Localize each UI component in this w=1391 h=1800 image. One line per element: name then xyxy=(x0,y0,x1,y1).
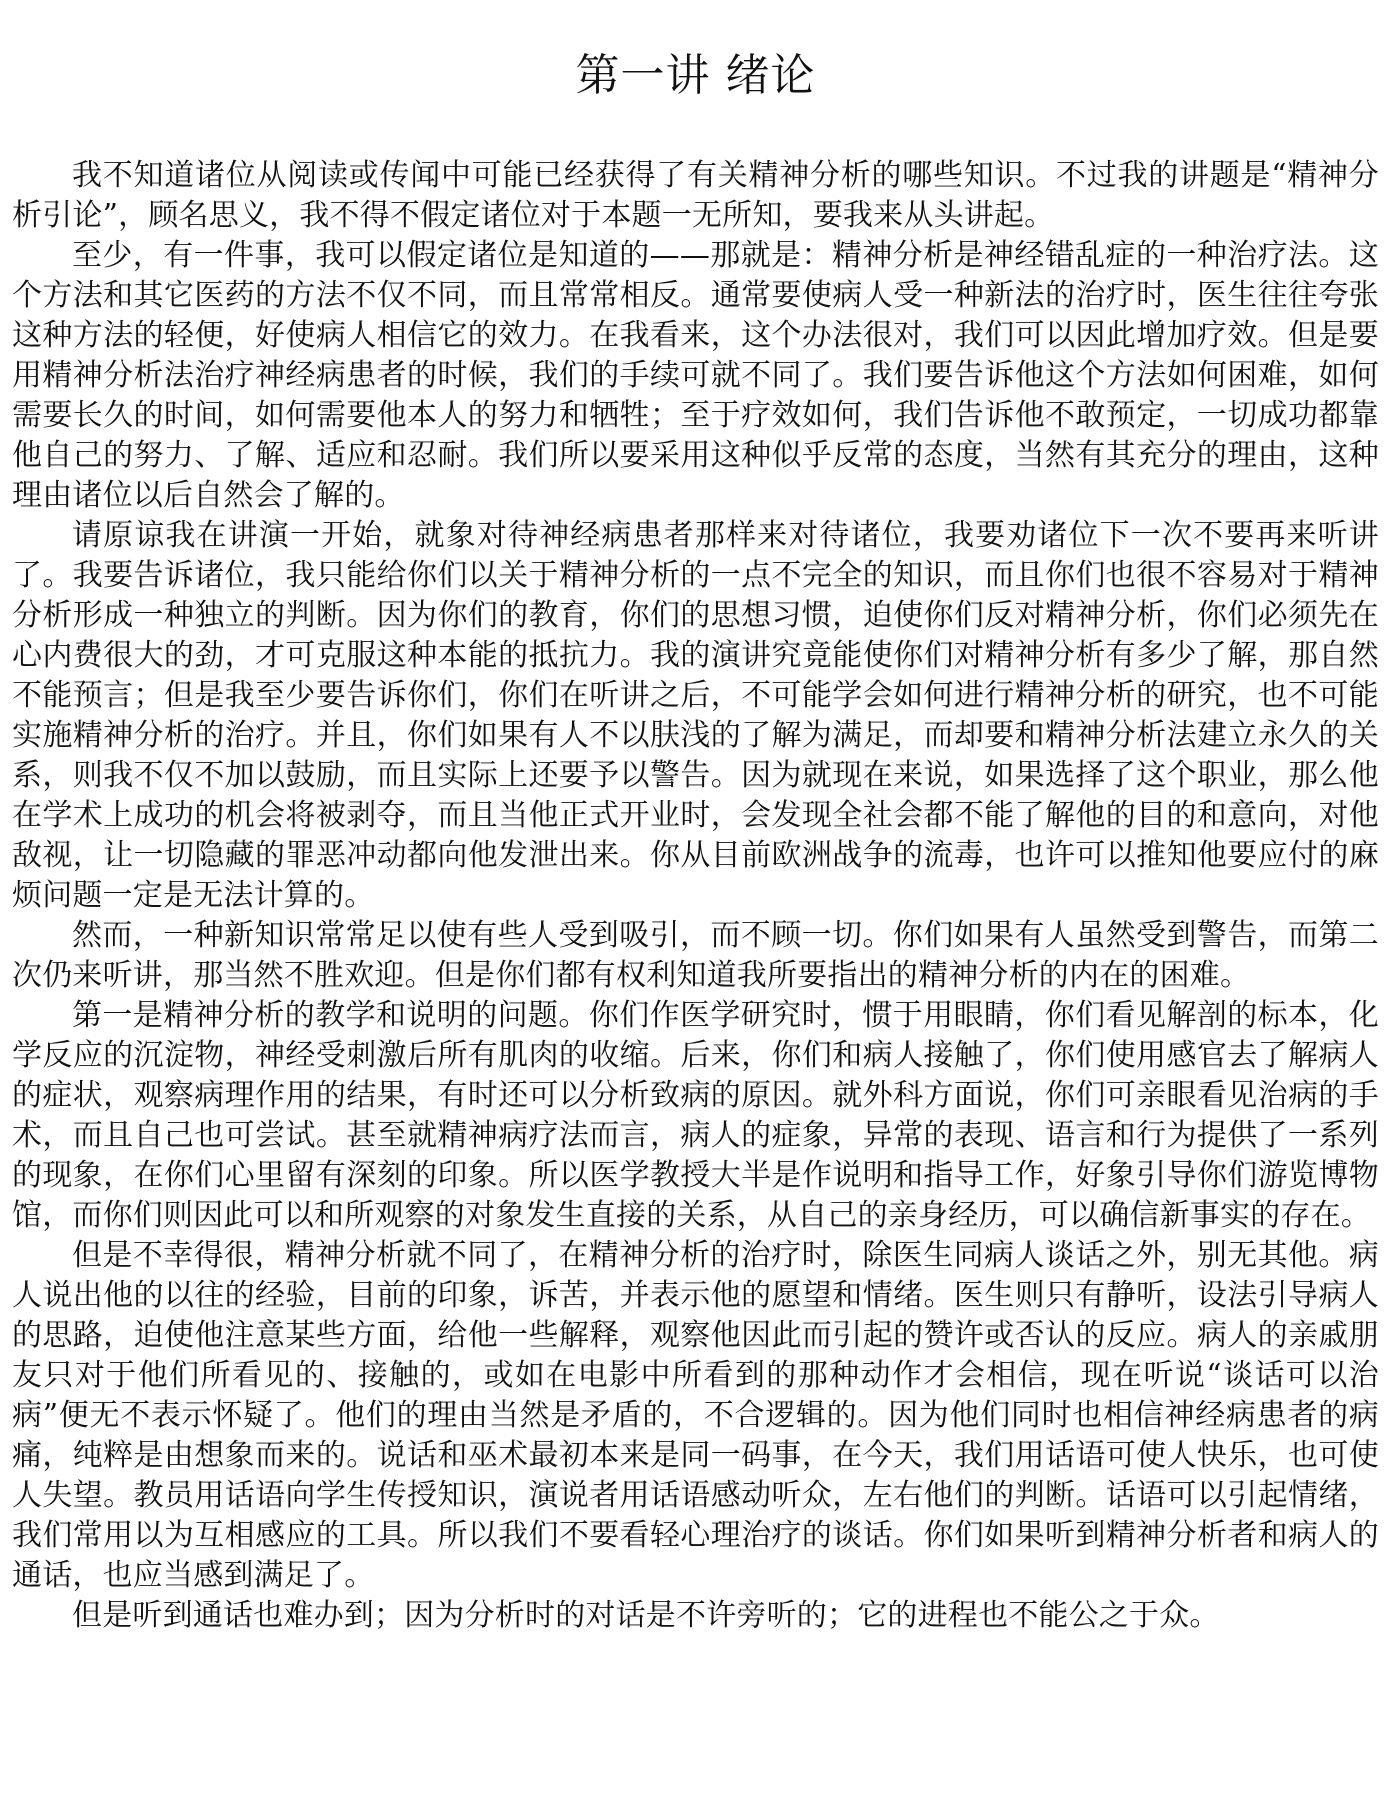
body-text xyxy=(12,156,1379,1636)
paragraph: 第一是精神分析的教学和说明的问题。你们作医学研究时，惯于用眼睛，你们看见解剖的标本，化学反应的沉淀物，神经受刺激后所有肌肉的收缩。后来，你们和病人接触了，你们使用感官去了解病人的症状，观察病理作用的结果，有时还可以分析致病的原因。就外科方面说，你们可亲眼看见治病的手术，而且自己也可尝试。甚至就精神病疗法而言，病人的症象，异常的表现、语言和行为提供了一系列的现象，在你们心里留有深刻的印象。所以医学教授大半是作说明和指导工作，好象引导你们游览博物馆，而你们则因此可以和所观察的对象发生直接的关系，从自己的亲身经历，可以确信新事实的存在。 xyxy=(12,998,1379,1233)
document-page xyxy=(12,0,1379,1800)
paragraph: 然而，一种新知识常常足以使有些人受到吸引，而不顾一切。你们如果有人虽然受到警告，而第二次仍来听讲，那当然不胜欢迎。但是你们都有权利知道我所要指出的精神分析的内在的困难。 xyxy=(12,918,1379,993)
paragraph: 但是不幸得很，精神分析就不同了，在精神分析的治疗时，除医生同病人谈话之外，别无其他。病人说出他的以往的经验，目前的印象，诉苦，并表示他的愿望和情绪。医生则只有静听，设法引导病人的思路，迫使他注意某些方面，给他一些解释，观察他因此而引起的赞许或否认的反应。病人的亲戚朋友只对于他们所看见的、接触的，或如在电影中所看到的那种动作才会相信，现在听说“谈话可以治病”便无不表示怀疑了。他们的理由当然是矛盾的，不合逻辑的。因为他们同时也相信神经病患者的病痛，纯粹是由想象而来的。说话和巫术最初本来是同一码事，在今天，我们用话语可使人快乐，也可使人失望。教员用话语向学生传授知识，演说者用话语感动听众，左右他们的判断。话语可以引起情绪，我们常用以为互相感应的工具。所以我们不要看轻心理治疗的谈话。你们如果听到精神分析者和病人的通话，也应当感到满足了。 xyxy=(12,1238,1379,1593)
paragraph: 至少，有一件事，我可以假定诸位是知道的——那就是：精神分析是神经错乱症的一种治疗法。这个方法和其它医药的方法不仅不同，而且常常相反。通常要使病人受一种新法的治疗时，医生往往夸张这种方法的轻便，好使病人相信它的效力。在我看来，这个办法很对，我们可以因此增加疗效。但是要用精神分析法治疗神经病患者的时候，我们的手续可就不同了。我们要告诉他这个方法如何困难，如何需要长久的时间，如何需要他本人的努力和牺牲；至于疗效如何，我们告诉他不敢预定，一切成功都靠他自己的努力、了解、适应和忍耐。我们所以要采用这种似乎反常的态度，当然有其充分的理由，这种理由诸位以后自然会了解的。 xyxy=(12,238,1379,513)
chapter-title: 第一讲 绪论 xyxy=(575,50,816,101)
paragraph: 请原谅我在讲演一开始，就象对待神经病患者那样来对待诸位，我要劝诸位下一次不要再来听讲了。我要告诉诸位，我只能给你们以关于精神分析的一点不完全的知识，而且你们也很不容易对于精神分析形成一种独立的判断。因为你们的教育，你们的思想习惯，迫使你们反对精神分析，你们必须先在心内费很大的劲，才可克服这种本能的抵抗力。我的演讲究竟能使你们对精神分析有多少了解，那自然不能预言；但是我至少要告诉你们，你们在听讲之后，不可能学会如何进行精神分析的研究，也不可能实施精神分析的治疗。并且，你们如果有人不以肤浅的了解为满足，而却要和精神分析法建立永久的关系，则我不仅不加以鼓励，而且实际上还要予以警告。因为就现在来说，如果选择了这个职业，那么他在学术上成功的机会将被剥夺，而且当他正式开业时，会发现全社会都不能了解他的目的和意向，对他敌视，让一切隐藏的罪恶冲动都向他发泄出来。你从目前欧洲战争的流毒，也许可以推知他要应付的麻烦问题一定是无法计算的。 xyxy=(12,518,1379,913)
paragraph: 但是听到通话也难办到；因为分析时的对话是不许旁听的；它的进程也不能公之于众。 xyxy=(72,1598,1220,1633)
paragraph: 我不知道诸位从阅读或传闻中可能已经获得了有关精神分析的哪些知识。不过我的讲题是“精神分析引论”，顾名思义，我不得不假定诸位对于本题一无所知，要我来从头讲起。 xyxy=(12,158,1379,233)
